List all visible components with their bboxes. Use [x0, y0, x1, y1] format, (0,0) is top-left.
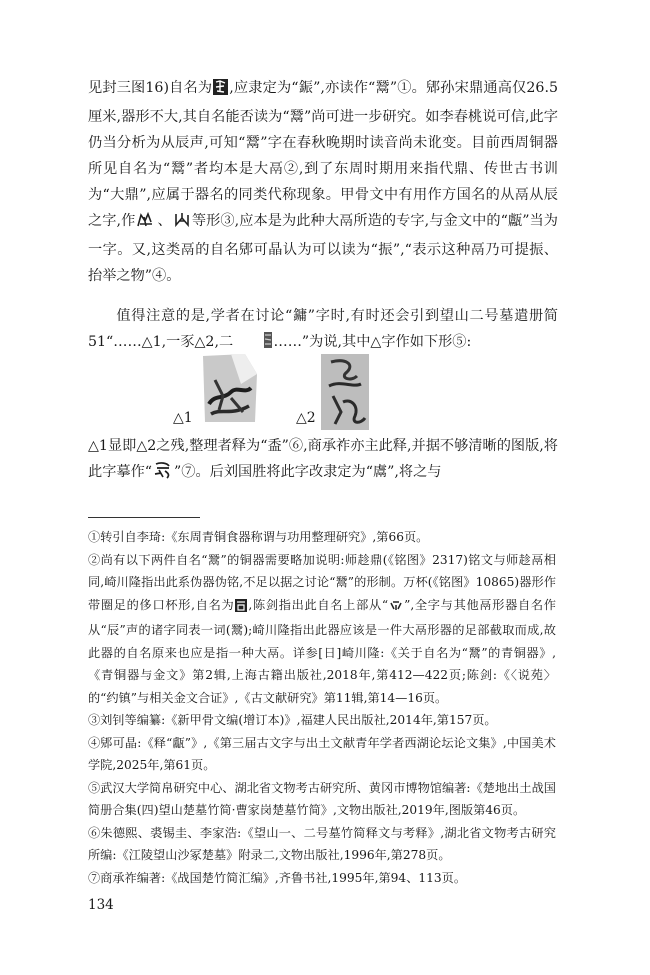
- figure-1-image: [201, 354, 259, 424]
- paragraph-2: [88, 303, 558, 358]
- paragraph-2-text-b: ……”为说,其中△字作如下形⑤:: [273, 334, 472, 350]
- footnote-3: ③刘钊等编纂:《新甲骨文编(增订本)》,福建人民出版社,2014年,第157页。: [88, 713, 497, 727]
- footnote-divider: [88, 517, 200, 518]
- footnote-1: ①转引自李琦:《东周青铜食器称谓与功用整理研究》,第66页。: [88, 530, 429, 544]
- bronze-inscription-glyph-icon: [213, 78, 228, 104]
- footnotes: [88, 526, 556, 889]
- figure-2-image: [321, 354, 369, 430]
- paragraph-3: [88, 433, 558, 488]
- paragraph-3-text-a: △1显即△2之残,整理者释为“盉”⑥,商承祚亦主此释,并据不够清晰的图版,将此字摹作“: [88, 438, 558, 480]
- figure-row: [173, 354, 433, 432]
- paragraph-1-text-a: 见封三图16)自名为: [88, 80, 213, 96]
- paragraph-1: [88, 75, 558, 289]
- figure-1-label: △1: [173, 410, 193, 426]
- footnote-6: ⑥朱德熙、裘锡圭、李家浩:《望山一、二号墓竹简释文与考释》,湖北省文物考古研究所编:《江陵望山沙冢楚墓》附录二,文物出版社,1996年,第278页。: [88, 825, 556, 862]
- oracle-bone-glyph-2-icon: [173, 211, 191, 237]
- footnote-4: ④郳可晶:《释“甗”》,《第三届古文字与出土文献青年学者西湖论坛论文集》,中国美术学院,2025年,第61页。: [88, 735, 556, 772]
- radical-glyph-icon: [389, 597, 403, 620]
- paragraph-3-text-b: ”⑦。后刘国胜将此字改隶定为“鬳”,将之与: [174, 464, 442, 480]
- traced-glyph-icon: [153, 461, 173, 488]
- footnote-2-text-a: ②尚有以下两件自名“鬵”的铜器需要略加说明:师趁鼎(《铭图》2317)铭文与师趁鬲相同,崎川隆指出此系伪器伪铭,不足以据之讨论“鬵”的形制。万杯(《铭图》10865)器形作带圈足的侈口杯形,自名为: [88, 552, 556, 612]
- paragraph-1-text-b: ,应隶定为“鋠”,亦读作“鬵”①。郳孙宋鼎通高仅26.5厘米,器形不大,其自名能否读为“鬵”尚可进一步研究。如李春桃说可信,此字仍当分析为从辰声,可知“鬵”字在春秋晚期时读音尚未讹变。目前西周铜器所见自名为“鬵”者均本是大鬲②,到了东周时期用来指代鼎、传世古书训为“大鼎”,应属于器名的同类代称现象。甲骨文中有用作方国名的从鬲从辰之字,作: [88, 80, 558, 229]
- footnote-2-text-c: ”,全字与其他鬲形器自名作从“辰”声的诸字同表一词(鬵);崎川隆指出此器应该是一件大鬲形器的足部截取而成,故此器的自名原来也应是指一种大鬲。详参[日]崎川隆:《关于自名为“鬵”的青铜器》,《青铜器与金文》第2辑,上海古籍出版社,2018年,第412—422页;陈剑:《〈说苑〉的“约镇”与相关金文合证》,《古文献研究》第11辑,第14—16页。: [88, 597, 556, 705]
- footnote-7: ⑦商承祚编著:《战国楚竹简汇编》,齐鲁书社,1995年,第94、113页。: [88, 870, 467, 885]
- paragraph-2-text-a: 值得注意的是,学者在讨论“鏞”字时,有时还会引到望山二号墓遣册简51“……△1,一豕△2,二: [88, 308, 558, 350]
- footnote-2-text-b: ,陈剑指出此自名上部从“: [248, 597, 389, 612]
- footnote-2: [88, 549, 556, 710]
- figure-2-label: △2: [296, 410, 316, 426]
- inscription-glyph-small-icon: [235, 597, 247, 620]
- oracle-bone-glyph-1-icon: [136, 211, 156, 237]
- footnote-5: ⑤武汉大学简帛研究中心、湖北省文物考古研究所、黄冈市博物馆编著:《楚地出土战国简册合集(四)望山楚墓竹简·曹家岗楚墓竹简》,文物出版社,2019年,图版第46页。: [88, 780, 556, 817]
- paragraph-1-text-d: 等形③,应本是为此种大鬲所造的专字,与金文中的“甗”当为一字。又,这类鬲的自名郳可晶认为可以读为“振”,“表示这种鬲乃可提振、抬举之物”④。: [88, 213, 558, 284]
- paragraph-1-text-c: 、: [157, 213, 172, 229]
- page-number: 134: [88, 897, 114, 913]
